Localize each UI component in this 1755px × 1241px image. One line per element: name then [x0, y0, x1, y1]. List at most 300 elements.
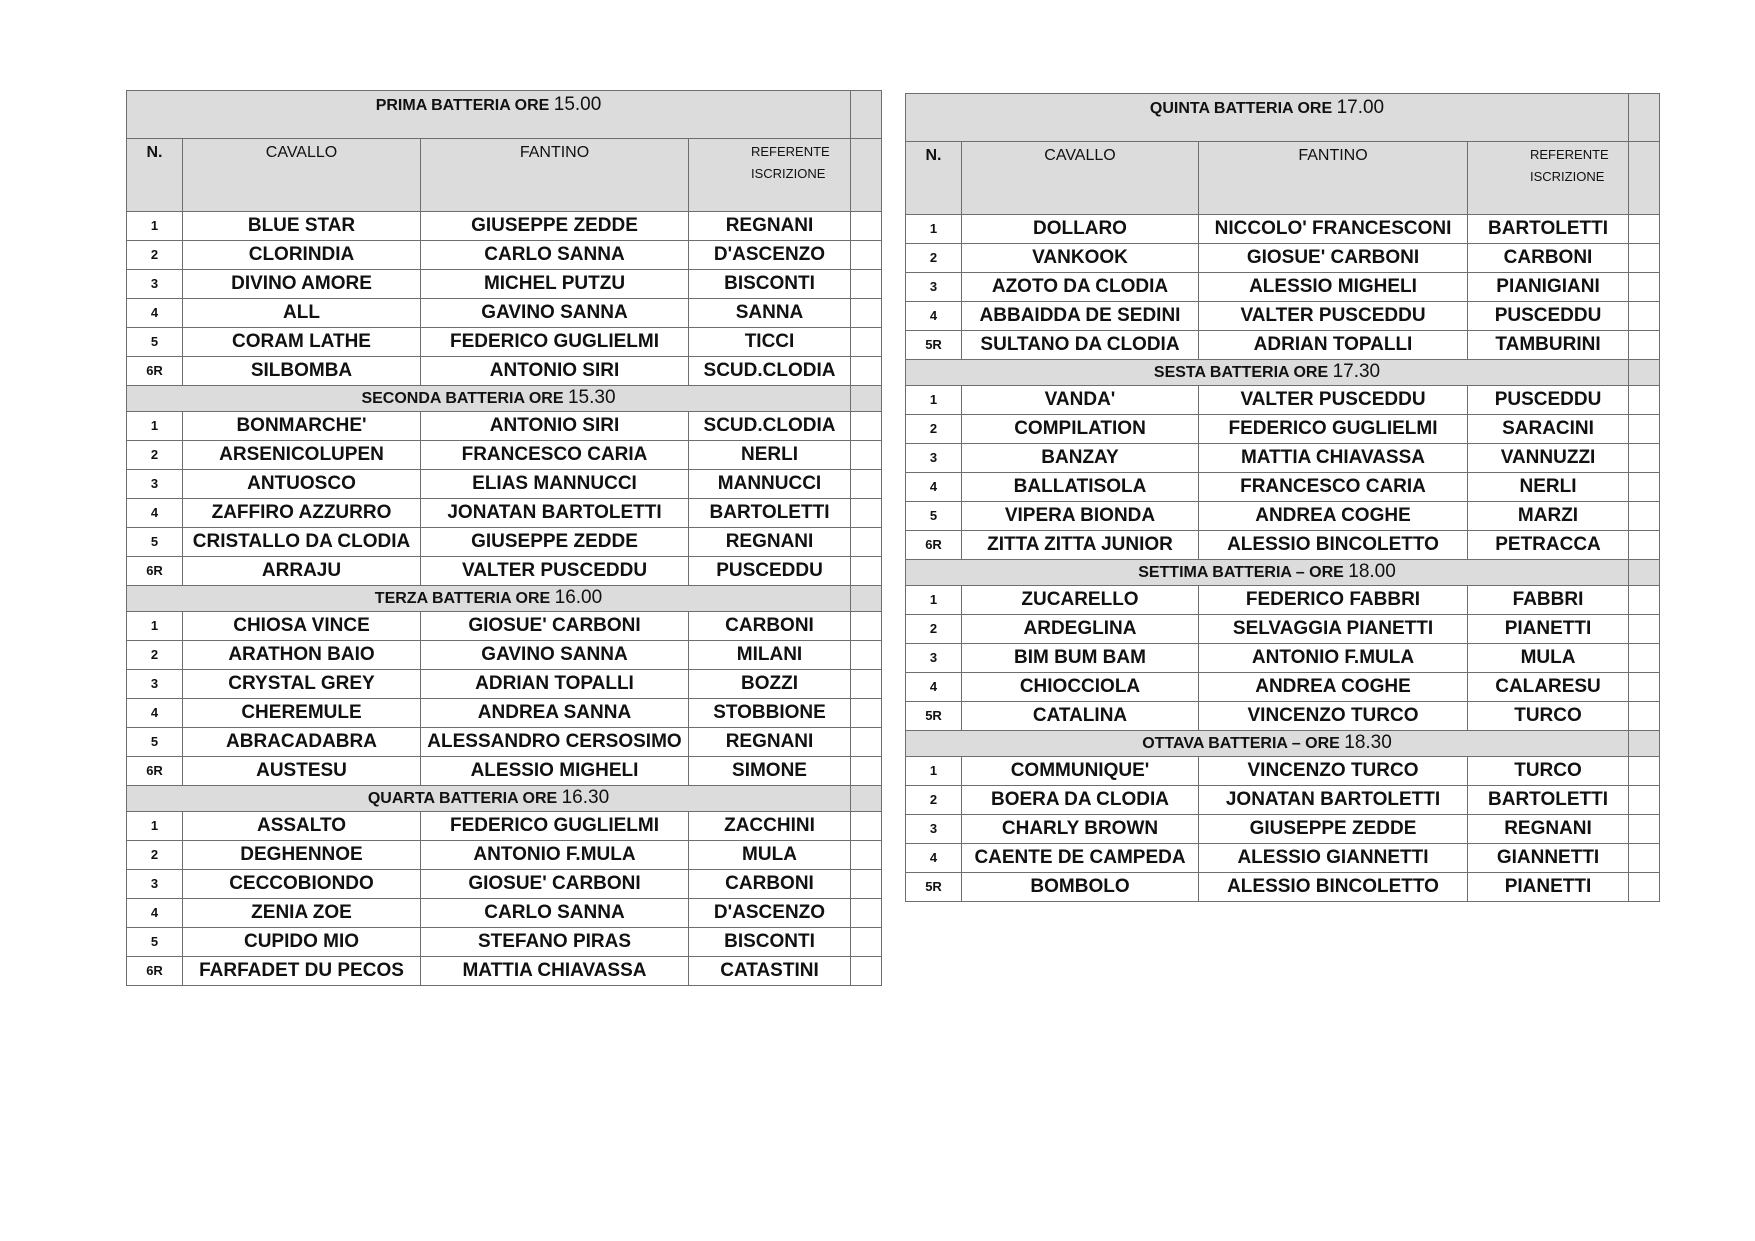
entry-row — [127, 699, 882, 728]
entry-horse: ZENIA ZOE — [183, 899, 421, 928]
entry-row — [906, 815, 1660, 844]
entry-horse: BOERA DA CLODIA — [962, 786, 1199, 815]
entry-horse: CHIOCCIOLA — [962, 673, 1199, 702]
entry-referent: BISCONTI — [689, 270, 851, 299]
entry-horse: COMPILATION — [962, 415, 1199, 444]
blank-cell — [851, 786, 882, 812]
entry-jockey: ALESSIO BINCOLETTO — [1199, 873, 1468, 902]
blank-cell — [1629, 560, 1660, 586]
entry-referent: CALARESU — [1468, 673, 1629, 702]
heat-section-time: 16.30 — [561, 787, 610, 808]
entry-referent: NERLI — [689, 441, 851, 470]
entry-number: 2 — [906, 415, 962, 444]
entry-referent: CATASTINI — [689, 957, 851, 986]
entry-row — [906, 673, 1660, 702]
heat-section-row — [127, 586, 882, 612]
blank-cell — [851, 91, 882, 139]
entry-horse: CORAM LATHE — [183, 328, 421, 357]
header-referente-line2: ISCRIZIONE — [751, 166, 826, 181]
entry-number: 6R — [127, 557, 183, 586]
header-cavallo: CAVALLO — [183, 139, 421, 212]
entry-number: 1 — [127, 412, 183, 441]
blank-cell — [1629, 615, 1660, 644]
entry-row — [906, 586, 1660, 615]
header-cavallo: CAVALLO — [962, 142, 1199, 215]
entry-row — [127, 441, 882, 470]
blank-cell — [1629, 273, 1660, 302]
entry-jockey: GAVINO SANNA — [421, 641, 689, 670]
entry-number: 5 — [127, 728, 183, 757]
entry-row — [127, 612, 882, 641]
blank-cell — [851, 270, 882, 299]
entry-jockey: VALTER PUSCEDDU — [1199, 302, 1468, 331]
heat-section-time: 18.30 — [1344, 732, 1392, 753]
entry-horse: ABRACADABRA — [183, 728, 421, 757]
heat-section-time: 15.30 — [567, 387, 616, 408]
header-n: N. — [906, 142, 962, 215]
entry-jockey: MATTIA CHIAVASSA — [1199, 444, 1468, 473]
entry-number: 3 — [906, 444, 962, 473]
entry-number: 5 — [127, 328, 183, 357]
column-header-row — [906, 142, 1660, 215]
entry-row — [906, 644, 1660, 673]
entry-referent: BARTOLETTI — [689, 499, 851, 528]
blank-cell — [851, 470, 882, 499]
blank-cell — [1629, 873, 1660, 902]
entry-number: 3 — [127, 870, 183, 899]
entry-horse: ZUCARELLO — [962, 586, 1199, 615]
entry-jockey: ANDREA COGHE — [1199, 673, 1468, 702]
blank-cell — [851, 386, 882, 412]
entry-referent: PUSCEDDU — [689, 557, 851, 586]
entry-referent: PIANIGIANI — [1468, 273, 1629, 302]
entry-referent: MANNUCCI — [689, 470, 851, 499]
heat-section-title — [127, 386, 851, 412]
heat-section-row — [127, 386, 882, 412]
entry-referent: MULA — [1468, 644, 1629, 673]
blank-cell — [1629, 815, 1660, 844]
header-referente — [1468, 142, 1629, 215]
entry-number: 5 — [906, 502, 962, 531]
entry-referent: MULA — [689, 841, 851, 870]
entry-jockey: GIUSEPPE ZEDDE — [421, 528, 689, 557]
entry-jockey: ELIAS MANNUCCI — [421, 470, 689, 499]
blank-cell — [851, 357, 882, 386]
entry-referent: SANNA — [689, 299, 851, 328]
entry-jockey: GIOSUE' CARBONI — [421, 612, 689, 641]
entry-number: 5R — [906, 873, 962, 902]
entry-number: 1 — [906, 757, 962, 786]
blank-cell — [851, 412, 882, 441]
entry-jockey: CARLO SANNA — [421, 899, 689, 928]
blank-cell — [1629, 586, 1660, 615]
entry-number: 2 — [906, 244, 962, 273]
entry-number: 3 — [906, 644, 962, 673]
entry-row — [127, 899, 882, 928]
entry-horse: ALL — [183, 299, 421, 328]
entry-jockey: FRANCESCO CARIA — [1199, 473, 1468, 502]
entry-number: 1 — [906, 215, 962, 244]
entry-horse: CHIOSA VINCE — [183, 612, 421, 641]
entry-jockey: VINCENZO TURCO — [1199, 702, 1468, 731]
entry-referent: TICCI — [689, 328, 851, 357]
entry-number: 3 — [906, 815, 962, 844]
entry-referent: SIMONE — [689, 757, 851, 786]
entry-row — [906, 531, 1660, 560]
heat-section-row — [906, 731, 1660, 757]
blank-cell — [1629, 444, 1660, 473]
entry-number: 6R — [127, 357, 183, 386]
entry-horse: SULTANO DA CLODIA — [962, 331, 1199, 360]
entry-jockey: NICCOLO' FRANCESCONI — [1199, 215, 1468, 244]
entry-jockey: ADRIAN TOPALLI — [1199, 331, 1468, 360]
entry-horse: ARSENICOLUPEN — [183, 441, 421, 470]
entry-number: 3 — [906, 273, 962, 302]
entry-horse: DOLLARO — [962, 215, 1199, 244]
blank-cell — [851, 212, 882, 241]
entry-referent: CARBONI — [689, 870, 851, 899]
entry-horse: CLORINDIA — [183, 241, 421, 270]
entry-referent: BARTOLETTI — [1468, 786, 1629, 815]
entry-jockey: VALTER PUSCEDDU — [1199, 386, 1468, 415]
blank-cell — [851, 812, 882, 841]
entry-row — [127, 841, 882, 870]
entry-row — [127, 528, 882, 557]
blank-cell — [851, 670, 882, 699]
heat-title-label: QUINTA BATTERIA ORE — [1149, 100, 1337, 117]
entry-referent: PIANETTI — [1468, 615, 1629, 644]
entry-horse: FARFADET DU PECOS — [183, 957, 421, 986]
entry-number: 5 — [127, 928, 183, 957]
column-header-row — [127, 139, 882, 212]
entry-number: 4 — [127, 899, 183, 928]
entry-row — [127, 928, 882, 957]
entry-jockey: ALESSIO MIGHELI — [421, 757, 689, 786]
entry-jockey: MICHEL PUTZU — [421, 270, 689, 299]
entry-jockey: MATTIA CHIAVASSA — [421, 957, 689, 986]
entry-number: 6R — [127, 957, 183, 986]
entry-row — [127, 270, 882, 299]
entry-row — [127, 212, 882, 241]
entry-number: 6R — [127, 757, 183, 786]
entry-referent: ZACCHINI — [689, 812, 851, 841]
entry-jockey: ALESSANDRO CERSOSIMO — [421, 728, 689, 757]
entry-jockey: SELVAGGIA PIANETTI — [1199, 615, 1468, 644]
entry-number: 4 — [127, 499, 183, 528]
blank-cell — [1629, 644, 1660, 673]
entry-number: 2 — [127, 241, 183, 270]
entry-jockey: FEDERICO GUGLIELMI — [1199, 415, 1468, 444]
entry-jockey: GIUSEPPE ZEDDE — [1199, 815, 1468, 844]
entry-referent: SARACINI — [1468, 415, 1629, 444]
blank-cell — [1629, 360, 1660, 386]
entry-horse: BANZAY — [962, 444, 1199, 473]
blank-cell — [1629, 244, 1660, 273]
heat-section-row — [906, 560, 1660, 586]
heat-title-row — [906, 94, 1660, 142]
header-referente-line1: REFERENTE — [751, 144, 830, 159]
entry-number: 5R — [906, 331, 962, 360]
entry-horse: CRYSTAL GREY — [183, 670, 421, 699]
entry-jockey: ANTONIO F.MULA — [421, 841, 689, 870]
heat-section-title — [906, 360, 1629, 386]
entry-referent: D'ASCENZO — [689, 899, 851, 928]
entry-jockey: CARLO SANNA — [421, 241, 689, 270]
entry-referent: REGNANI — [1468, 815, 1629, 844]
entry-jockey: ADRIAN TOPALLI — [421, 670, 689, 699]
entry-referent: BISCONTI — [689, 928, 851, 957]
heat-title-label: PRIMA BATTERIA ORE — [375, 97, 554, 114]
entry-jockey: ANTONIO F.MULA — [1199, 644, 1468, 673]
entry-row — [906, 873, 1660, 902]
entry-row — [127, 812, 882, 841]
heat-section-time: 18.00 — [1348, 561, 1396, 582]
entry-referent: MILANI — [689, 641, 851, 670]
entry-row — [906, 386, 1660, 415]
entry-row — [127, 670, 882, 699]
entry-number: 1 — [127, 812, 183, 841]
entry-jockey: JONATAN BARTOLETTI — [421, 499, 689, 528]
entry-horse: CATALINA — [962, 702, 1199, 731]
entry-row — [127, 470, 882, 499]
entry-referent: CARBONI — [1468, 244, 1629, 273]
header-n: N. — [127, 139, 183, 212]
entry-number: 4 — [906, 673, 962, 702]
header-referente — [689, 139, 851, 212]
blank-cell — [851, 699, 882, 728]
entry-jockey: ANDREA SANNA — [421, 699, 689, 728]
entry-row — [127, 357, 882, 386]
entry-jockey: GIOSUE' CARBONI — [1199, 244, 1468, 273]
entry-horse: CECCOBIONDO — [183, 870, 421, 899]
entry-jockey: GIUSEPPE ZEDDE — [421, 212, 689, 241]
entry-number: 4 — [906, 302, 962, 331]
entry-horse: ZAFFIRO AZZURRO — [183, 499, 421, 528]
entry-horse: ASSALTO — [183, 812, 421, 841]
entry-referent: NERLI — [1468, 473, 1629, 502]
heat-section-title — [127, 786, 851, 812]
entry-referent: TURCO — [1468, 757, 1629, 786]
entry-horse: CHEREMULE — [183, 699, 421, 728]
blank-cell — [1629, 673, 1660, 702]
entry-horse: SILBOMBA — [183, 357, 421, 386]
entry-horse: BALLATISOLA — [962, 473, 1199, 502]
entry-jockey: ALESSIO MIGHELI — [1199, 273, 1468, 302]
entry-horse: ANTUOSCO — [183, 470, 421, 499]
heat-title — [127, 91, 851, 139]
entry-row — [127, 412, 882, 441]
entry-jockey: ANDREA COGHE — [1199, 502, 1468, 531]
entry-number: 1 — [906, 586, 962, 615]
entry-horse: AZOTO DA CLODIA — [962, 273, 1199, 302]
entry-jockey: ANTONIO SIRI — [421, 412, 689, 441]
heat-title-time: 17.00 — [1336, 97, 1385, 118]
entry-referent: BARTOLETTI — [1468, 215, 1629, 244]
entry-jockey: ANTONIO SIRI — [421, 357, 689, 386]
blank-cell — [851, 870, 882, 899]
entry-referent: REGNANI — [689, 728, 851, 757]
entry-horse: VANKOOK — [962, 244, 1199, 273]
blank-cell — [1629, 702, 1660, 731]
entry-row — [127, 757, 882, 786]
blank-cell — [1629, 786, 1660, 815]
entry-referent: D'ASCENZO — [689, 241, 851, 270]
entry-row — [906, 757, 1660, 786]
entry-referent: TAMBURINI — [1468, 331, 1629, 360]
entry-row — [906, 302, 1660, 331]
entry-referent: SCUD.CLODIA — [689, 357, 851, 386]
entry-horse: DEGHENNOE — [183, 841, 421, 870]
entry-horse: BONMARCHE' — [183, 412, 421, 441]
entry-referent: CARBONI — [689, 612, 851, 641]
entry-referent: FABBRI — [1468, 586, 1629, 615]
entry-horse: VANDA' — [962, 386, 1199, 415]
entry-referent: BOZZI — [689, 670, 851, 699]
entry-number: 3 — [127, 470, 183, 499]
blank-cell — [851, 757, 882, 786]
entry-referent: REGNANI — [689, 212, 851, 241]
entry-number: 2 — [127, 841, 183, 870]
entry-row — [906, 331, 1660, 360]
entry-referent: SCUD.CLODIA — [689, 412, 851, 441]
entry-horse: BOMBOLO — [962, 873, 1199, 902]
blank-cell — [851, 328, 882, 357]
left-schedule-table — [126, 90, 882, 986]
header-referente-line1: REFERENTE — [1530, 147, 1609, 162]
heat-section-label: SESTA BATTERIA ORE — [1153, 364, 1333, 381]
entry-jockey: GIOSUE' CARBONI — [421, 870, 689, 899]
heat-section-label: SETTIMA BATTERIA – ORE — [1138, 564, 1349, 581]
entry-jockey: STEFANO PIRAS — [421, 928, 689, 957]
entry-row — [127, 557, 882, 586]
header-fantino: FANTINO — [421, 139, 689, 212]
entry-referent: MARZI — [1468, 502, 1629, 531]
blank-cell — [851, 586, 882, 612]
entry-horse: BIM BUM BAM — [962, 644, 1199, 673]
entry-row — [906, 244, 1660, 273]
entry-row — [127, 328, 882, 357]
entry-referent: STOBBIONE — [689, 699, 851, 728]
heat-section-time: 16.00 — [554, 587, 603, 608]
entry-jockey: FRANCESCO CARIA — [421, 441, 689, 470]
entry-row — [127, 299, 882, 328]
entry-number: 4 — [127, 699, 183, 728]
entry-number: 2 — [906, 786, 962, 815]
entry-row — [906, 786, 1660, 815]
blank-cell — [1629, 731, 1660, 757]
entry-row — [906, 844, 1660, 873]
entry-horse: AUSTESU — [183, 757, 421, 786]
entry-number: 2 — [127, 441, 183, 470]
heat-section-label: TERZA BATTERIA ORE — [374, 590, 555, 607]
entry-row — [906, 702, 1660, 731]
right-schedule-table — [905, 93, 1660, 902]
entry-number: 3 — [127, 270, 183, 299]
entry-row — [906, 502, 1660, 531]
entry-jockey: VALTER PUSCEDDU — [421, 557, 689, 586]
entry-horse: CHARLY BROWN — [962, 815, 1199, 844]
entry-row — [906, 215, 1660, 244]
entry-referent: VANNUZZI — [1468, 444, 1629, 473]
entry-row — [906, 273, 1660, 302]
heat-section-label: OTTAVA BATTERIA – ORE — [1142, 735, 1345, 752]
entry-row — [127, 241, 882, 270]
blank-cell — [1629, 94, 1660, 142]
blank-cell — [851, 957, 882, 986]
entry-number: 1 — [127, 212, 183, 241]
blank-cell — [851, 728, 882, 757]
entry-row — [127, 870, 882, 899]
blank-cell — [1629, 502, 1660, 531]
blank-cell — [1629, 531, 1660, 560]
blank-cell — [851, 241, 882, 270]
blank-cell — [1629, 415, 1660, 444]
entry-number: 1 — [906, 386, 962, 415]
blank-cell — [851, 499, 882, 528]
entry-row — [127, 499, 882, 528]
entry-row — [906, 444, 1660, 473]
entry-row — [127, 641, 882, 670]
heat-section-title — [127, 586, 851, 612]
entry-horse: ARDEGLINA — [962, 615, 1199, 644]
blank-cell — [851, 841, 882, 870]
entry-horse: COMMUNIQUE' — [962, 757, 1199, 786]
heat-title-time: 15.00 — [553, 94, 602, 115]
entry-horse: DIVINO AMORE — [183, 270, 421, 299]
heat-title — [906, 94, 1629, 142]
entry-row — [906, 473, 1660, 502]
entry-jockey: GAVINO SANNA — [421, 299, 689, 328]
blank-cell — [1629, 844, 1660, 873]
entry-horse: ARRAJU — [183, 557, 421, 586]
entry-row — [127, 728, 882, 757]
entry-number: 2 — [906, 615, 962, 644]
blank-cell — [851, 441, 882, 470]
entry-row — [127, 957, 882, 986]
entry-number: 4 — [127, 299, 183, 328]
entry-number: 2 — [127, 641, 183, 670]
entry-horse: BLUE STAR — [183, 212, 421, 241]
heat-section-label: QUARTA BATTERIA ORE — [367, 790, 562, 807]
blank-cell — [851, 928, 882, 957]
blank-cell — [1629, 473, 1660, 502]
blank-cell — [1629, 215, 1660, 244]
blank-cell — [851, 557, 882, 586]
entry-referent: PETRACCA — [1468, 531, 1629, 560]
entry-row — [906, 415, 1660, 444]
blank-cell — [1629, 757, 1660, 786]
entry-number: 6R — [906, 531, 962, 560]
heat-section-label: SECONDA BATTERIA ORE — [361, 390, 568, 407]
entry-referent: PIANETTI — [1468, 873, 1629, 902]
entry-referent: GIANNETTI — [1468, 844, 1629, 873]
entry-number: 5 — [127, 528, 183, 557]
entry-referent: TURCO — [1468, 702, 1629, 731]
entry-number: 4 — [906, 473, 962, 502]
entry-horse: ZITTA ZITTA JUNIOR — [962, 531, 1199, 560]
heat-section-row — [906, 360, 1660, 386]
heat-section-row — [127, 786, 882, 812]
heat-title-row — [127, 91, 882, 139]
entry-jockey: JONATAN BARTOLETTI — [1199, 786, 1468, 815]
blank-cell — [851, 528, 882, 557]
entry-horse: VIPERA BIONDA — [962, 502, 1199, 531]
entry-horse: CRISTALLO DA CLODIA — [183, 528, 421, 557]
blank-cell — [851, 299, 882, 328]
blank-cell — [851, 139, 882, 212]
entry-horse: CAENTE DE CAMPEDA — [962, 844, 1199, 873]
blank-cell — [851, 612, 882, 641]
